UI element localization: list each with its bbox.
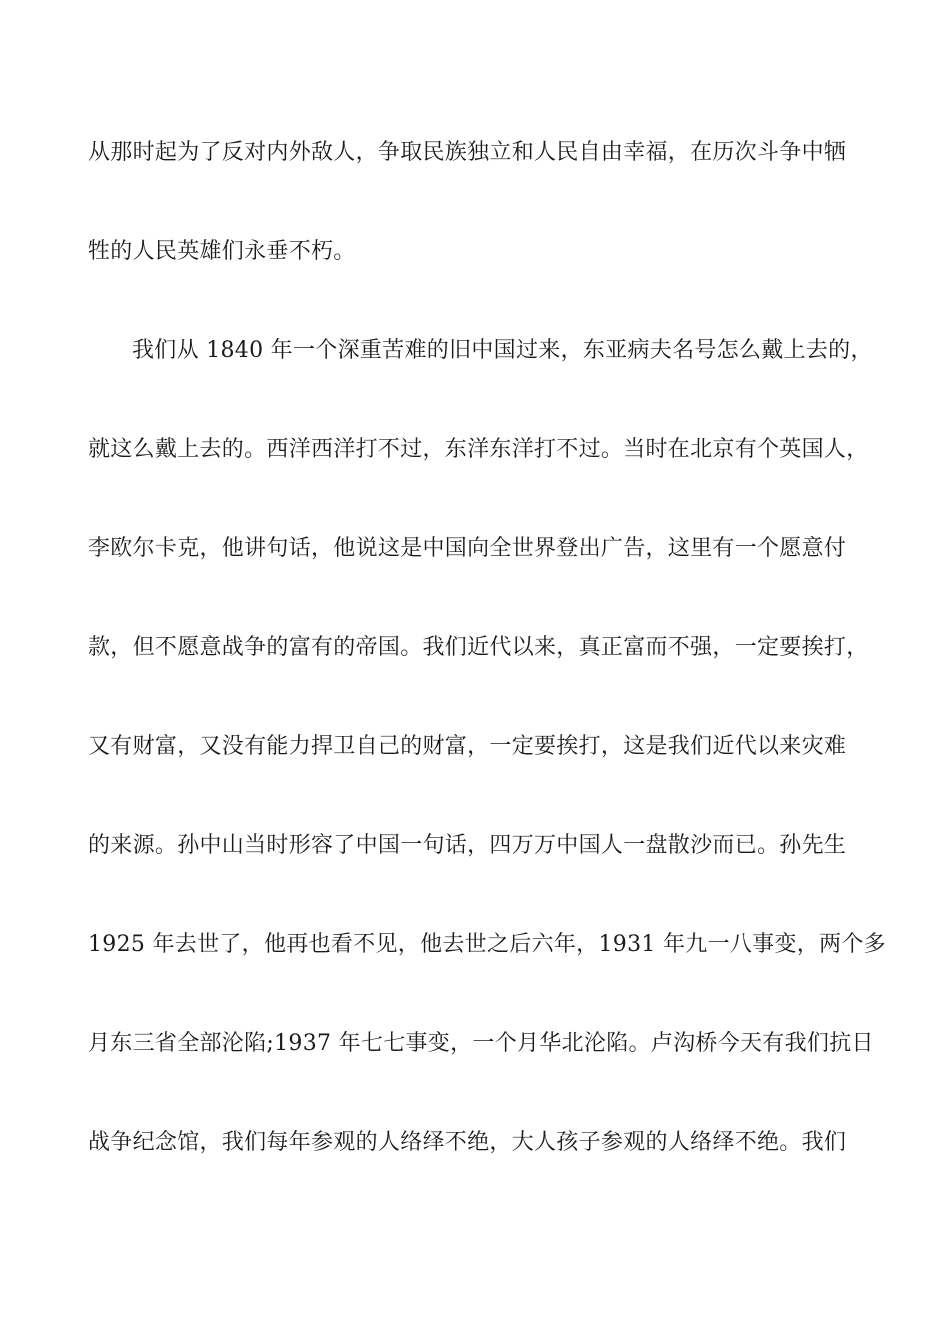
text-line: 就这么戴上去的。西洋西洋打不过，东洋东洋打不过。当时在北京有个英国人， [88, 437, 869, 462]
text-line: 的来源。孙中山当时形容了中国一句话，四万万中国人一盘散沙而已。孙先生 [88, 833, 847, 858]
text-line: 月东三省全部沦陷;1937 年七七事变，一个月华北沦陷。卢沟桥今天有我们抗日 [88, 1031, 874, 1056]
text-line: 又有财富，又没有能力捍卫自己的财富，一定要挨打，这是我们近代以来灾难 [88, 734, 847, 759]
text-line: 款，但不愿意战争的富有的帝国。我们近代以来，真正富而不强，一定要挨打， [88, 635, 869, 660]
text-line: 李欧尔卡克，他讲句话，他说这是中国向全世界登出广告，这里有一个愿意付 [88, 536, 847, 561]
text-line: 从那时起为了反对内外敌人，争取民族独立和人民自由幸福，在历次斗争中牺 [88, 140, 847, 165]
body-text [88, 131, 886, 1220]
text-line: 战争纪念馆，我们每年参观的人络绎不绝，大人孩子参观的人络绎不绝。我们 [88, 1130, 847, 1155]
text-line: 1925 年去世了，他再也看不见，他去世之后六年，1931 年九一八事变，两个多 [88, 932, 886, 957]
paragraph-start-line: 我们从 1840 年一个深重苦难的旧中国过来，东亚病夫名号怎么戴上去的， [132, 338, 873, 363]
text-line: 牲的人民英雄们永垂不朽。 [88, 239, 356, 264]
